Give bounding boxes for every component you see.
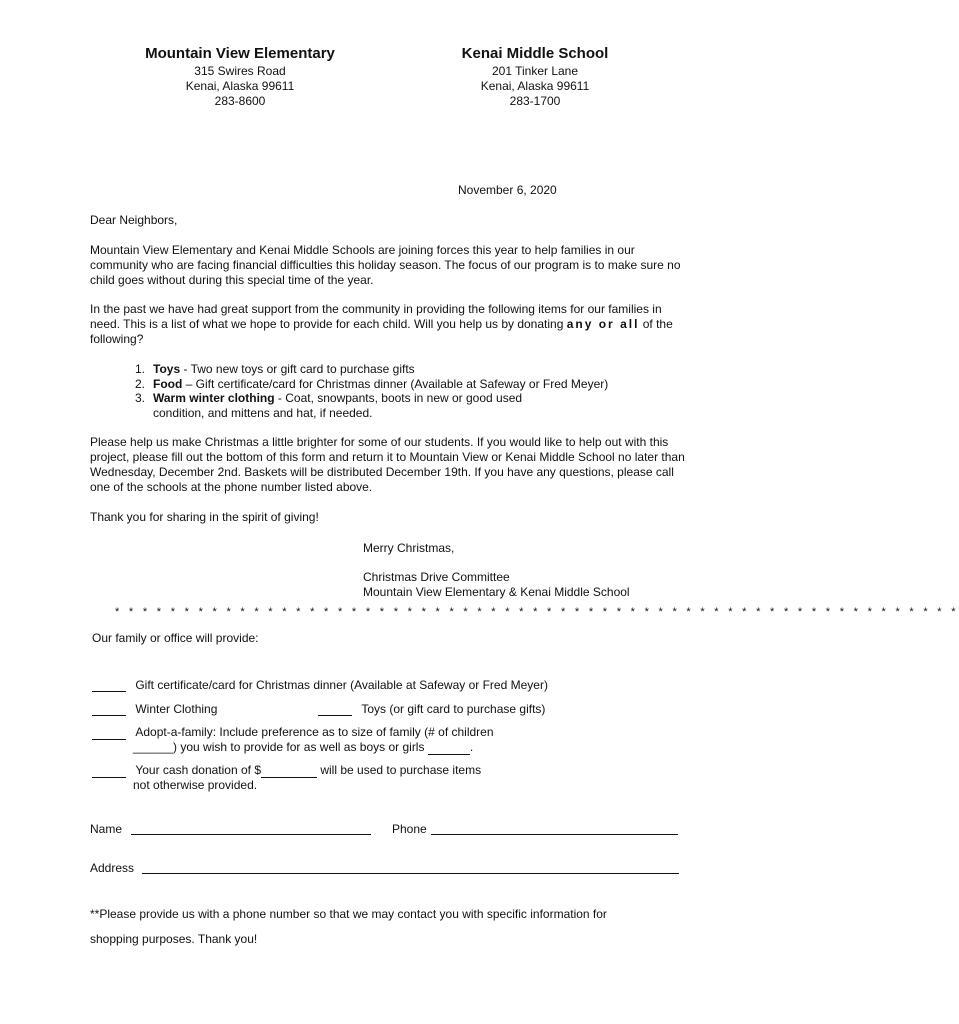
signature-block	[363, 570, 630, 600]
list-item	[135, 391, 675, 420]
toys-label: Toys (or gift card to purchase gifts)	[361, 702, 546, 716]
request-paragraph	[90, 435, 685, 495]
item-description: – Gift certificate/card for Christmas dinner (Available at Safeway or Fred Meyer)	[182, 376, 609, 391]
item-title: Warm winter clothing	[153, 391, 275, 405]
gift-card-blank[interactable]	[92, 679, 126, 692]
school-name-left: Mountain View Elementary	[145, 45, 335, 62]
boys-or-girls-blank[interactable]	[428, 742, 470, 755]
past-support-end: of the following?	[90, 317, 673, 346]
option-cash-donation	[92, 763, 481, 793]
option-adopt-family	[92, 725, 494, 755]
signature-committee: Christmas Drive Committee	[363, 570, 510, 584]
adopt-family-label: Adopt-a-family: Include preference as to size of family (# of children	[135, 725, 494, 739]
letterhead-left	[120, 46, 360, 109]
intro-paragraph	[90, 243, 685, 288]
signature-schools: Mountain View Elementary & Kenai Middle School	[363, 585, 630, 599]
list-item	[135, 377, 675, 392]
list-item	[135, 362, 675, 377]
letterhead-right	[415, 46, 655, 109]
adopt-family-blank[interactable]	[92, 727, 126, 740]
cash-donation-label: Your cash donation of $	[135, 763, 261, 777]
item-description: - Two new toys or gift card to purchase gifts	[180, 362, 415, 376]
school-name-right: Kenai Middle School	[461, 45, 609, 62]
toys-blank[interactable]	[318, 703, 352, 716]
past-support-paragraph	[90, 302, 685, 347]
school-address1-left: 315 Swires Road	[194, 64, 286, 78]
address-field[interactable]	[142, 873, 679, 874]
past-support-emphasis: any or all	[566, 317, 640, 331]
thanks-line: Thank you for sharing in the spirit of giving!	[90, 510, 319, 524]
footnote-line2: shopping purposes. Thank you!	[90, 932, 258, 946]
school-phone-left: 283-8600	[214, 94, 266, 108]
item-title: Food	[153, 376, 183, 391]
separator-stars: * * * * * * * * * * * * * * * * * * * * * * * * * * * * * * * * * * * * * * * * * * * * * * * * * * * * * * * * * * * * *	[115, 606, 959, 618]
option-winter-clothing	[92, 702, 217, 716]
adopt-family-detail: ______) you wish to provide for as well as boys or girls	[133, 740, 428, 754]
phone-field[interactable]	[431, 834, 678, 835]
phone-label: Phone	[392, 822, 427, 836]
cash-donation-text: will be used to purchase items	[317, 763, 482, 777]
option-gift-card	[92, 678, 548, 692]
winter-clothing-blank[interactable]	[92, 703, 126, 716]
name-label: Name	[90, 822, 123, 836]
winter-clothing-label: Winter Clothing	[135, 702, 218, 716]
school-phone-right: 283-1700	[509, 94, 561, 108]
school-address2-left: Kenai, Alaska 99611	[185, 79, 295, 93]
request-text: Please help us make Christmas a little brighter for some of our students. If you would like to help out with this project, please fill out the bottom of this form and return it to Mountain View or Kenai Middle School no later than Wednesday, December 2nd. Baskets will be distributed December 19th. If you have any questions, please call one of the schools at the phone number listed above.	[90, 435, 685, 494]
gift-card-label: Gift certificate/card for Christmas dinner (Available at Safeway or Fred Meyer)	[135, 678, 548, 692]
address-label: Address	[90, 861, 135, 875]
footnote-line1: **Please provide us with a phone number so that we may contact you with specific information for	[90, 907, 607, 921]
closing: Merry Christmas,	[363, 541, 455, 555]
item-title: Toys	[153, 362, 181, 376]
cash-amount-blank[interactable]	[261, 765, 317, 778]
item-description: - Coat, snowpants, boots in new or good used condition, and mittens and hat, if needed.	[153, 391, 523, 420]
option-toys	[318, 702, 545, 716]
cash-donation-line2: not otherwise provided.	[133, 778, 258, 792]
item-number: 3.	[135, 391, 146, 405]
form-heading: Our family or office will provide:	[92, 631, 259, 645]
adopt-family-end: .	[469, 740, 474, 754]
school-address2-right: Kenai, Alaska 99611	[480, 79, 590, 93]
greeting: Dear Neighbors,	[90, 213, 178, 227]
item-number: 1.	[135, 362, 146, 376]
name-field[interactable]	[131, 834, 371, 835]
intro-text: Mountain View Elementary and Kenai Middle Schools are joining forces this year to help families in our community who are facing financial difficulties this holiday season. The focus of our program is to make sure no child goes without during this special time of the year.	[90, 243, 681, 287]
cash-donation-blank[interactable]	[92, 765, 126, 778]
past-support-text: In the past we have had great support from the community in providing the following items for our families in need. This is a list of what we hope to provide for each child. Will you help us by donating	[90, 302, 662, 331]
letter-date: November 6, 2020	[458, 183, 557, 197]
item-number: 2.	[135, 376, 146, 391]
school-address1-right: 201 Tinker Lane	[491, 64, 579, 78]
items-list	[135, 362, 675, 420]
